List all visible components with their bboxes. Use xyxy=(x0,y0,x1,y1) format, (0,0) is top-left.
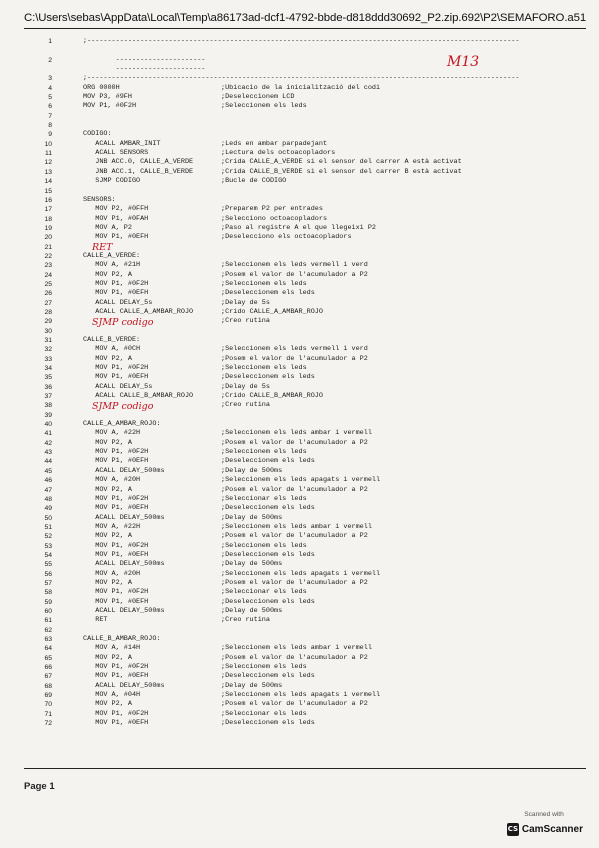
code-line xyxy=(0,635,599,644)
line-number: 33 xyxy=(44,355,52,363)
code-text: MOV P2, A xyxy=(83,700,132,709)
code-line xyxy=(0,719,599,728)
code-comment: ;Deseleccionem els leds xyxy=(221,597,315,606)
line-number: 6 xyxy=(48,103,52,111)
handwritten-annotation: SJMP codigo xyxy=(92,316,154,328)
line-number: 60 xyxy=(44,607,52,615)
code-line xyxy=(0,392,599,401)
code-line xyxy=(0,317,599,326)
code-text: ACALL CALLE_A_AMBAR_ROJO xyxy=(83,307,194,316)
line-number: 53 xyxy=(44,542,52,550)
code-line xyxy=(0,224,599,233)
line-number: 10 xyxy=(44,140,52,148)
code-line xyxy=(0,271,599,280)
code-line xyxy=(0,205,599,214)
line-number: 26 xyxy=(44,290,52,298)
code-comment: ;Preparem P2 per entrades xyxy=(221,205,323,214)
line-number: 22 xyxy=(44,252,52,260)
line-number: 20 xyxy=(44,234,52,242)
code-text: MOV A, #14H xyxy=(83,644,141,653)
line-number: 44 xyxy=(44,458,52,466)
code-text: MOV P1, #0EFH xyxy=(83,289,149,298)
code-text: MOV A, #22H xyxy=(83,429,141,438)
code-text: SENSORS: xyxy=(83,195,116,204)
code-line xyxy=(0,383,599,392)
line-number: 4 xyxy=(48,84,52,92)
code-comment: ;Seleccionem els leds apagats i vermell xyxy=(221,691,381,700)
line-number: 14 xyxy=(44,178,52,186)
line-number: 48 xyxy=(44,495,52,503)
line-number: 16 xyxy=(44,196,52,204)
code-comment: ;Delay de 500ms xyxy=(221,606,283,615)
code-comment: ;Crido CALLE_B_AMBAR_ROJO xyxy=(221,392,323,401)
code-line xyxy=(0,514,599,523)
code-text: MOV A, P2 xyxy=(83,223,132,232)
code-line xyxy=(0,654,599,663)
code-comment: ;Creo rutina xyxy=(221,317,270,326)
code-text: ---------------------- xyxy=(83,55,206,64)
code-text: ACALL DELAY_500ms xyxy=(83,513,165,522)
code-comment: ;Seleccionem els leds ambar i vermell xyxy=(221,644,372,653)
code-text: MOV P1, #0F2H xyxy=(83,709,149,718)
code-line xyxy=(0,46,599,55)
code-comment: ;Delay de 5s xyxy=(221,382,270,391)
line-number: 24 xyxy=(44,271,52,279)
code-text: MOV P2, A xyxy=(83,485,132,494)
line-number: 19 xyxy=(44,224,52,232)
line-number: 64 xyxy=(44,645,52,653)
code-text: MOV P1, #0EFH xyxy=(83,233,149,242)
code-text: MOV A, #20H xyxy=(83,476,141,485)
code-line xyxy=(0,570,599,579)
code-comment: ;Ubicacio de la inicialització del codi xyxy=(221,83,381,92)
code-text: MOV P2, A xyxy=(83,653,132,662)
code-text: MOV P1, #0EFH xyxy=(83,550,149,559)
code-line xyxy=(0,495,599,504)
code-comment: ;Creo rutina xyxy=(221,616,270,625)
line-number: 71 xyxy=(44,710,52,718)
line-number: 25 xyxy=(44,280,52,288)
code-line xyxy=(0,196,599,205)
line-number: 11 xyxy=(44,150,52,158)
camscanner-icon: CS xyxy=(507,823,519,836)
code-text: MOV P1, #0EFH xyxy=(83,504,149,513)
code-line xyxy=(0,327,599,336)
code-comment: ;Deseleccionem els leds xyxy=(221,672,315,681)
code-text: CALLE_A_AMBAR_ROJO: xyxy=(83,420,161,429)
camscanner-name: CamScanner xyxy=(521,823,583,835)
code-text: MOV P1, #0EFH xyxy=(83,597,149,606)
code-comment: ;Seleccionem els leds apagats i vermell xyxy=(221,569,381,578)
code-comment: ;Crida CALLE_B_VERDE si el sensor del carrer B està activat xyxy=(221,167,462,176)
code-line xyxy=(0,644,599,653)
line-number: 43 xyxy=(44,449,52,457)
code-line xyxy=(0,149,599,158)
line-number: 35 xyxy=(44,374,52,382)
line-number: 42 xyxy=(44,439,52,447)
code-line xyxy=(0,289,599,298)
code-comment: ;Delay de 5s xyxy=(221,298,270,307)
code-comment: ;Deseleccionem els leds xyxy=(221,457,315,466)
line-number: 65 xyxy=(44,654,52,662)
code-line xyxy=(0,467,599,476)
code-text: MOV P1, #0EFH xyxy=(83,457,149,466)
line-number: 34 xyxy=(44,365,52,373)
code-line xyxy=(0,439,599,448)
code-comment: ;Delay de 500ms xyxy=(221,513,283,522)
code-line xyxy=(0,710,599,719)
code-line xyxy=(0,93,599,102)
code-text: ORG 0000H xyxy=(83,83,120,92)
code-line xyxy=(0,74,599,83)
code-text: CALLE_B_AMBAR_ROJO: xyxy=(83,635,161,643)
code-line xyxy=(0,700,599,709)
code-text: RET xyxy=(83,616,108,625)
code-line xyxy=(0,411,599,420)
line-number: 59 xyxy=(44,598,52,606)
code-line xyxy=(0,233,599,242)
line-number: 51 xyxy=(44,523,52,531)
code-line xyxy=(0,158,599,167)
code-line xyxy=(0,448,599,457)
line-number: 2 xyxy=(48,56,52,64)
code-comment: ;Posem el valor de l'acumulador a P2 xyxy=(221,653,368,662)
code-comment: ;Seleccionem els leds xyxy=(221,102,307,111)
code-text: ACALL DELAY_5s xyxy=(83,298,153,307)
code-text: MOV P2, A xyxy=(83,438,132,447)
code-text: ACALL CALLE_B_AMBAR_ROJO xyxy=(83,392,194,401)
code-comment: ;Deseleccionem els leds xyxy=(221,550,315,559)
line-number: 54 xyxy=(44,551,52,559)
code-line xyxy=(0,486,599,495)
code-line xyxy=(0,112,599,121)
code-text: ACALL DELAY_500ms xyxy=(83,560,165,569)
code-comment: ;Selecciono octoacopladors xyxy=(221,214,328,223)
camscanner-badge xyxy=(505,811,583,838)
line-number: 45 xyxy=(44,467,52,475)
line-number: 13 xyxy=(44,168,52,176)
code-comment: ;Seleccionem els leds apagats i vermell xyxy=(221,476,381,485)
code-text: MOV A, #22H xyxy=(83,522,141,531)
line-number: 7 xyxy=(48,112,52,120)
code-comment: ;Deseleccionem els leds xyxy=(221,373,315,382)
code-line xyxy=(0,168,599,177)
camscanner-logo-row xyxy=(507,822,583,836)
code-text: ACALL DELAY_5s xyxy=(83,382,153,391)
code-comment: ;Seleccionar els leds xyxy=(221,588,307,597)
line-number: 38 xyxy=(44,402,52,410)
code-comment: ;Seleccionem els leds vermell i verd xyxy=(221,261,368,270)
code-line xyxy=(0,37,599,46)
code-line xyxy=(0,420,599,429)
code-comment: ;Seleccionem els leds xyxy=(221,448,307,457)
code-text: MOV P2, A xyxy=(83,270,132,279)
code-line xyxy=(0,130,599,139)
line-number: 30 xyxy=(44,327,52,335)
line-number: 41 xyxy=(44,430,52,438)
code-comment: ;Seleccionem els leds ambar i vermell xyxy=(221,522,372,531)
code-text: MOV P2, #0FFH xyxy=(83,205,149,214)
code-text: ACALL DELAY_500ms xyxy=(83,466,165,475)
code-text: ACALL AMBAR_INIT xyxy=(83,139,161,148)
line-number: 17 xyxy=(44,206,52,214)
scanned-with-text: Scanned with xyxy=(524,811,564,818)
code-comment: ;Posem el valor de l'acumulador a P2 xyxy=(221,532,368,541)
code-comment: ;Seleccionem els leds vermell i verd xyxy=(221,345,368,354)
code-comment: ;Deseleccionem els leds xyxy=(221,289,315,298)
code-line xyxy=(0,682,599,691)
code-line xyxy=(0,280,599,289)
code-line xyxy=(0,598,599,607)
code-comment: ;Seleccionem els leds xyxy=(221,541,307,550)
code-line xyxy=(0,355,599,364)
line-number: 67 xyxy=(44,673,52,681)
code-comment: ;Deselecciono els octoacopladors xyxy=(221,233,352,242)
line-number: 3 xyxy=(48,75,52,83)
line-number: 8 xyxy=(48,122,52,130)
code-line xyxy=(0,187,599,196)
line-number: 29 xyxy=(44,318,52,326)
line-number: 63 xyxy=(44,636,52,643)
code-line xyxy=(0,102,599,111)
line-number: 56 xyxy=(44,570,52,578)
code-comment: ;Deseleccionem LCD xyxy=(221,93,295,102)
code-line xyxy=(0,252,599,261)
code-text: MOV P1, #0F2H xyxy=(83,588,149,597)
code-comment: ;Posem el valor de l'acumulador a P2 xyxy=(221,270,368,279)
code-text: MOV P1, #0EFH xyxy=(83,373,149,382)
code-comment: ;Leds en ambar parpadejant xyxy=(221,139,328,148)
code-line xyxy=(0,626,599,635)
code-comment: ;Seleccionar els leds xyxy=(221,709,307,718)
code-comment: ;Posem el valor de l'acumulador a P2 xyxy=(221,438,368,447)
code-text: MOV P2, A xyxy=(83,578,132,587)
code-comment: ;Deseleccionem els leds xyxy=(221,504,315,513)
code-comment: ;Delay de 500ms xyxy=(221,681,283,690)
code-comment: ;Seleccionem els leds xyxy=(221,663,307,672)
code-line xyxy=(0,65,599,74)
handwritten-annotation: RET xyxy=(92,241,113,253)
code-text: MOV P1, #0F2H xyxy=(83,663,149,672)
code-line xyxy=(0,373,599,382)
code-text: ---------------------- xyxy=(83,65,206,74)
code-text: MOV P1, #0F2H xyxy=(83,541,149,550)
line-number: 36 xyxy=(44,383,52,391)
line-number: 61 xyxy=(44,617,52,625)
code-comment: ;Posem el valor de l'acumulador a P2 xyxy=(221,485,368,494)
code-text: ;---------------------------------------------------------------------------------------------------------- xyxy=(83,37,520,45)
code-comment: ;Crido CALLE_A_AMBAR_ROJO xyxy=(221,307,323,316)
line-number: 68 xyxy=(44,682,52,690)
code-text: MOV P1, #0F2H xyxy=(83,279,149,288)
code-comment: ;Lectura dels octoacopladors xyxy=(221,149,336,158)
file-path-title: C:\Users\sebas\AppData\Local\Temp\a86173ad-dcf1-4792-bbde-d818ddd30692_P2.zip.692\P2\SEMAFORO.a51 xyxy=(24,12,587,24)
code-comment: ;Bucle de CODIGO xyxy=(221,177,287,186)
code-line xyxy=(0,504,599,513)
code-line xyxy=(0,429,599,438)
code-text: CODIGO: xyxy=(83,130,112,139)
code-text: JNB ACC.0, CALLE_A_VERDE xyxy=(83,158,194,167)
line-number: 72 xyxy=(44,720,52,728)
handwritten-annotation: SJMP codigo xyxy=(92,400,154,412)
line-number: 9 xyxy=(48,131,52,139)
code-comment: ;Seleccionar els leds xyxy=(221,494,307,503)
line-number: 39 xyxy=(44,411,52,419)
code-text: MOV P1, #0F2H xyxy=(83,102,137,111)
code-comment: ;Seleccionem els leds ambar i vermell xyxy=(221,429,372,438)
code-line xyxy=(0,579,599,588)
code-text: MOV P1, #0F2H xyxy=(83,364,149,373)
code-text: MOV A, #0CH xyxy=(83,345,141,354)
code-text: MOV P1, #0EFH xyxy=(83,719,149,728)
line-number: 49 xyxy=(44,505,52,513)
code-line xyxy=(0,215,599,224)
line-number: 57 xyxy=(44,579,52,587)
code-line xyxy=(0,299,599,308)
code-comment: ;Seleccionem els leds xyxy=(221,364,307,373)
code-text: MOV A, #04H xyxy=(83,691,141,700)
code-text: SJMP CODIGO xyxy=(83,177,141,186)
code-text: MOV A, #21H xyxy=(83,261,141,270)
code-line xyxy=(0,345,599,354)
code-line xyxy=(0,532,599,541)
code-comment: ;Posem el valor de l'acumulador a P2 xyxy=(221,578,368,587)
code-line xyxy=(0,476,599,485)
code-line xyxy=(0,523,599,532)
code-comment: ;Crida CALLE_A_VERDE si el sensor del carrer A està activat xyxy=(221,158,462,167)
code-line xyxy=(0,691,599,700)
handwritten-label: M13 xyxy=(447,54,480,70)
code-line xyxy=(0,336,599,345)
line-number: 55 xyxy=(44,561,52,569)
line-number: 21 xyxy=(44,243,52,251)
code-line xyxy=(0,663,599,672)
line-number: 58 xyxy=(44,589,52,597)
line-number: 46 xyxy=(44,477,52,485)
footer-rule xyxy=(24,768,586,769)
code-line xyxy=(0,177,599,186)
line-number: 31 xyxy=(44,337,52,344)
code-text: ;---------------------------------------------------------------------------------------------------------- xyxy=(83,74,520,83)
code-text: MOV P1, #0F2H xyxy=(83,494,149,503)
code-text: MOV P2, A xyxy=(83,354,132,363)
line-number: 47 xyxy=(44,486,52,494)
line-number: 15 xyxy=(44,187,52,195)
code-line xyxy=(0,84,599,93)
line-number: 40 xyxy=(44,421,52,429)
line-number: 32 xyxy=(44,346,52,354)
line-number: 66 xyxy=(44,664,52,672)
code-line xyxy=(0,542,599,551)
code-line xyxy=(0,364,599,373)
line-number: 27 xyxy=(44,299,52,307)
code-line xyxy=(0,308,599,317)
code-text: MOV P1, #0FAH xyxy=(83,214,149,223)
code-text: JNB ACC.1, CALLE_B_VERDE xyxy=(83,167,194,176)
line-number: 69 xyxy=(44,692,52,700)
line-number: 28 xyxy=(44,308,52,316)
line-number: 18 xyxy=(44,215,52,223)
code-text: MOV A, #20H xyxy=(83,569,141,578)
code-text: MOV P1, #0F2H xyxy=(83,448,149,457)
code-line xyxy=(0,56,599,65)
code-text: CALLE_B_VERDE: xyxy=(83,336,141,344)
line-number: 50 xyxy=(44,514,52,522)
code-text: MOV P2, A xyxy=(83,532,132,541)
code-text: ACALL DELAY_500ms xyxy=(83,606,165,615)
line-number: 5 xyxy=(48,94,52,102)
line-number: 23 xyxy=(44,262,52,270)
header-rule xyxy=(24,28,586,29)
code-line xyxy=(0,560,599,569)
code-line xyxy=(0,140,599,149)
code-line xyxy=(0,616,599,625)
line-number: 37 xyxy=(44,393,52,401)
code-comment: ;Creo rutina xyxy=(221,401,270,410)
line-number: 52 xyxy=(44,533,52,541)
code-comment: ;Delay de 500ms xyxy=(221,560,283,569)
line-number: 1 xyxy=(48,38,52,45)
code-line xyxy=(0,607,599,616)
code-text: MOV P3, #9FH xyxy=(83,93,132,102)
code-comment: ;Seleccionem els leds xyxy=(221,279,307,288)
code-comment: ;Posem el valor de l'acumulador a P2 xyxy=(221,700,368,709)
code-line xyxy=(0,588,599,597)
code-comment: ;Delay de 500ms xyxy=(221,466,283,475)
code-line xyxy=(0,551,599,560)
code-comment: ;Paso al registre A el que llegeixi P2 xyxy=(221,223,376,232)
code-text: MOV P1, #0EFH xyxy=(83,672,149,681)
code-comment: ;Deseleccionem els leds xyxy=(221,719,315,728)
code-listing xyxy=(0,37,599,728)
code-text: ACALL DELAY_500ms xyxy=(83,681,165,690)
code-line xyxy=(0,401,599,410)
code-text: ACALL SENSORS xyxy=(83,149,149,158)
page-label: Page 1 xyxy=(24,781,55,792)
code-line xyxy=(0,243,599,252)
code-line xyxy=(0,261,599,270)
code-line xyxy=(0,457,599,466)
code-text: CALLE_A_VERDE: xyxy=(83,251,141,260)
line-number: 12 xyxy=(44,159,52,167)
line-number: 70 xyxy=(44,701,52,709)
code-line xyxy=(0,672,599,681)
line-number: 62 xyxy=(44,626,52,634)
code-comment: ;Posem el valor de l'acumulador a P2 xyxy=(221,354,368,363)
code-line xyxy=(0,121,599,130)
